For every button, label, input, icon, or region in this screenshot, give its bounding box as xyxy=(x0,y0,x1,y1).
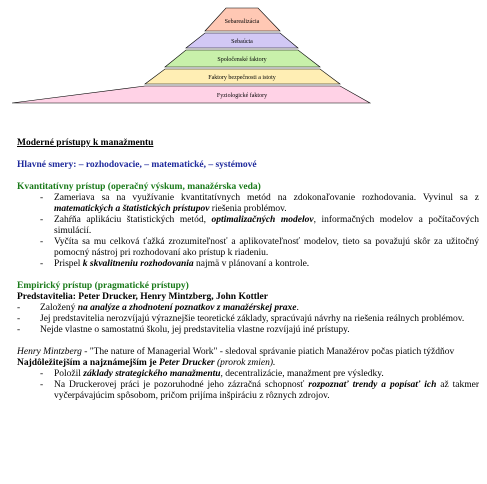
pyramid-label-5: Fyziologické faktory xyxy=(216,93,268,99)
list-item: - Položil základy strategického manažmentu, decentralizácie, manažment pre výsledky. xyxy=(40,369,384,379)
pyramid-label-3: Spoločenské faktory xyxy=(217,57,267,63)
list-item: - Založený na analýze a zhodnotení poznatkov z manažérskej praxe. xyxy=(17,303,299,313)
list-item: - Na Druckerovej práci je pozoruhodné jeho zázračná schopnosť rozpoznať trendy a popísať ich až takmer vyčerpávajúcim spôsobom, pričom prijíma inšpiráciu z rôznych zdrojov. xyxy=(40,380,480,401)
quant-heading: Kvantitatívny prístup (operačný výskum, manažérska veda) xyxy=(17,182,261,192)
emp-list xyxy=(17,303,479,336)
page-title: Moderné prístupy k manažmentu xyxy=(17,138,154,148)
document-body xyxy=(17,138,479,402)
emp-heading: Empirický prístup (pragmatické prístupy) xyxy=(17,281,189,291)
main-directions: Hlavné smery: – rozhodovacie, – matematické, – systémové xyxy=(17,160,257,170)
maslow-pyramid xyxy=(0,0,487,106)
pyramid-label-1: Sebarealizácia xyxy=(224,19,260,25)
list-item: - Vyčíta sa mu celková ťažká zrozumiteľnosť a aplikovateľnosť modelov, tieto sa považujú skôr za užitočný pomocný nástroj pri rozhodovaní ako prístup k riadeniu. xyxy=(40,237,479,258)
emp-representatives: Predstavitelia: Peter Drucker, Henry Mintzberg, John Kottler xyxy=(17,292,268,302)
quant-list xyxy=(17,193,479,270)
list-item: - Zahŕňa aplikáciu štatistických metód, optimalizačných modelov, informačných modelov a počítačových simulácií. xyxy=(40,215,479,236)
list-item: - Prispel k skvalitneniu rozhodovania najmä v plánovaní a kontrole. xyxy=(40,259,310,269)
drucker-intro: Najdôležitejším a najznámejším je Peter Drucker (prorok zmien). xyxy=(17,358,276,368)
list-item: - Nejde vlastne o samostatnú školu, jej predstavitelia vlastne rozvíjajú iné prístupy. xyxy=(17,325,350,335)
list-item: - Zameriava sa na využívanie kvantitatívnych metód na zdokonaľovanie rozhodovania. Vyvinul sa z matematických a štatistických prístupov riešenia problémov. xyxy=(40,193,479,214)
pyramid-label-4: Faktory bezpečnosti a istoty xyxy=(208,75,276,81)
pyramid-level-5 xyxy=(12,86,370,103)
list-item: - Jej predstavitelia nerozvíjajú výraznejšie teoretické základy, spracúvajú návrhy na riešenia reálnych problémov. xyxy=(17,314,465,324)
drucker-list xyxy=(17,369,479,402)
mintzberg-note: Henry Mintzberg - "The nature of Managerial Work" - sledoval správanie piatich Manažérov počas piatich týždňov xyxy=(17,347,455,357)
pyramid-label-2: Sebaúcta xyxy=(231,39,253,45)
